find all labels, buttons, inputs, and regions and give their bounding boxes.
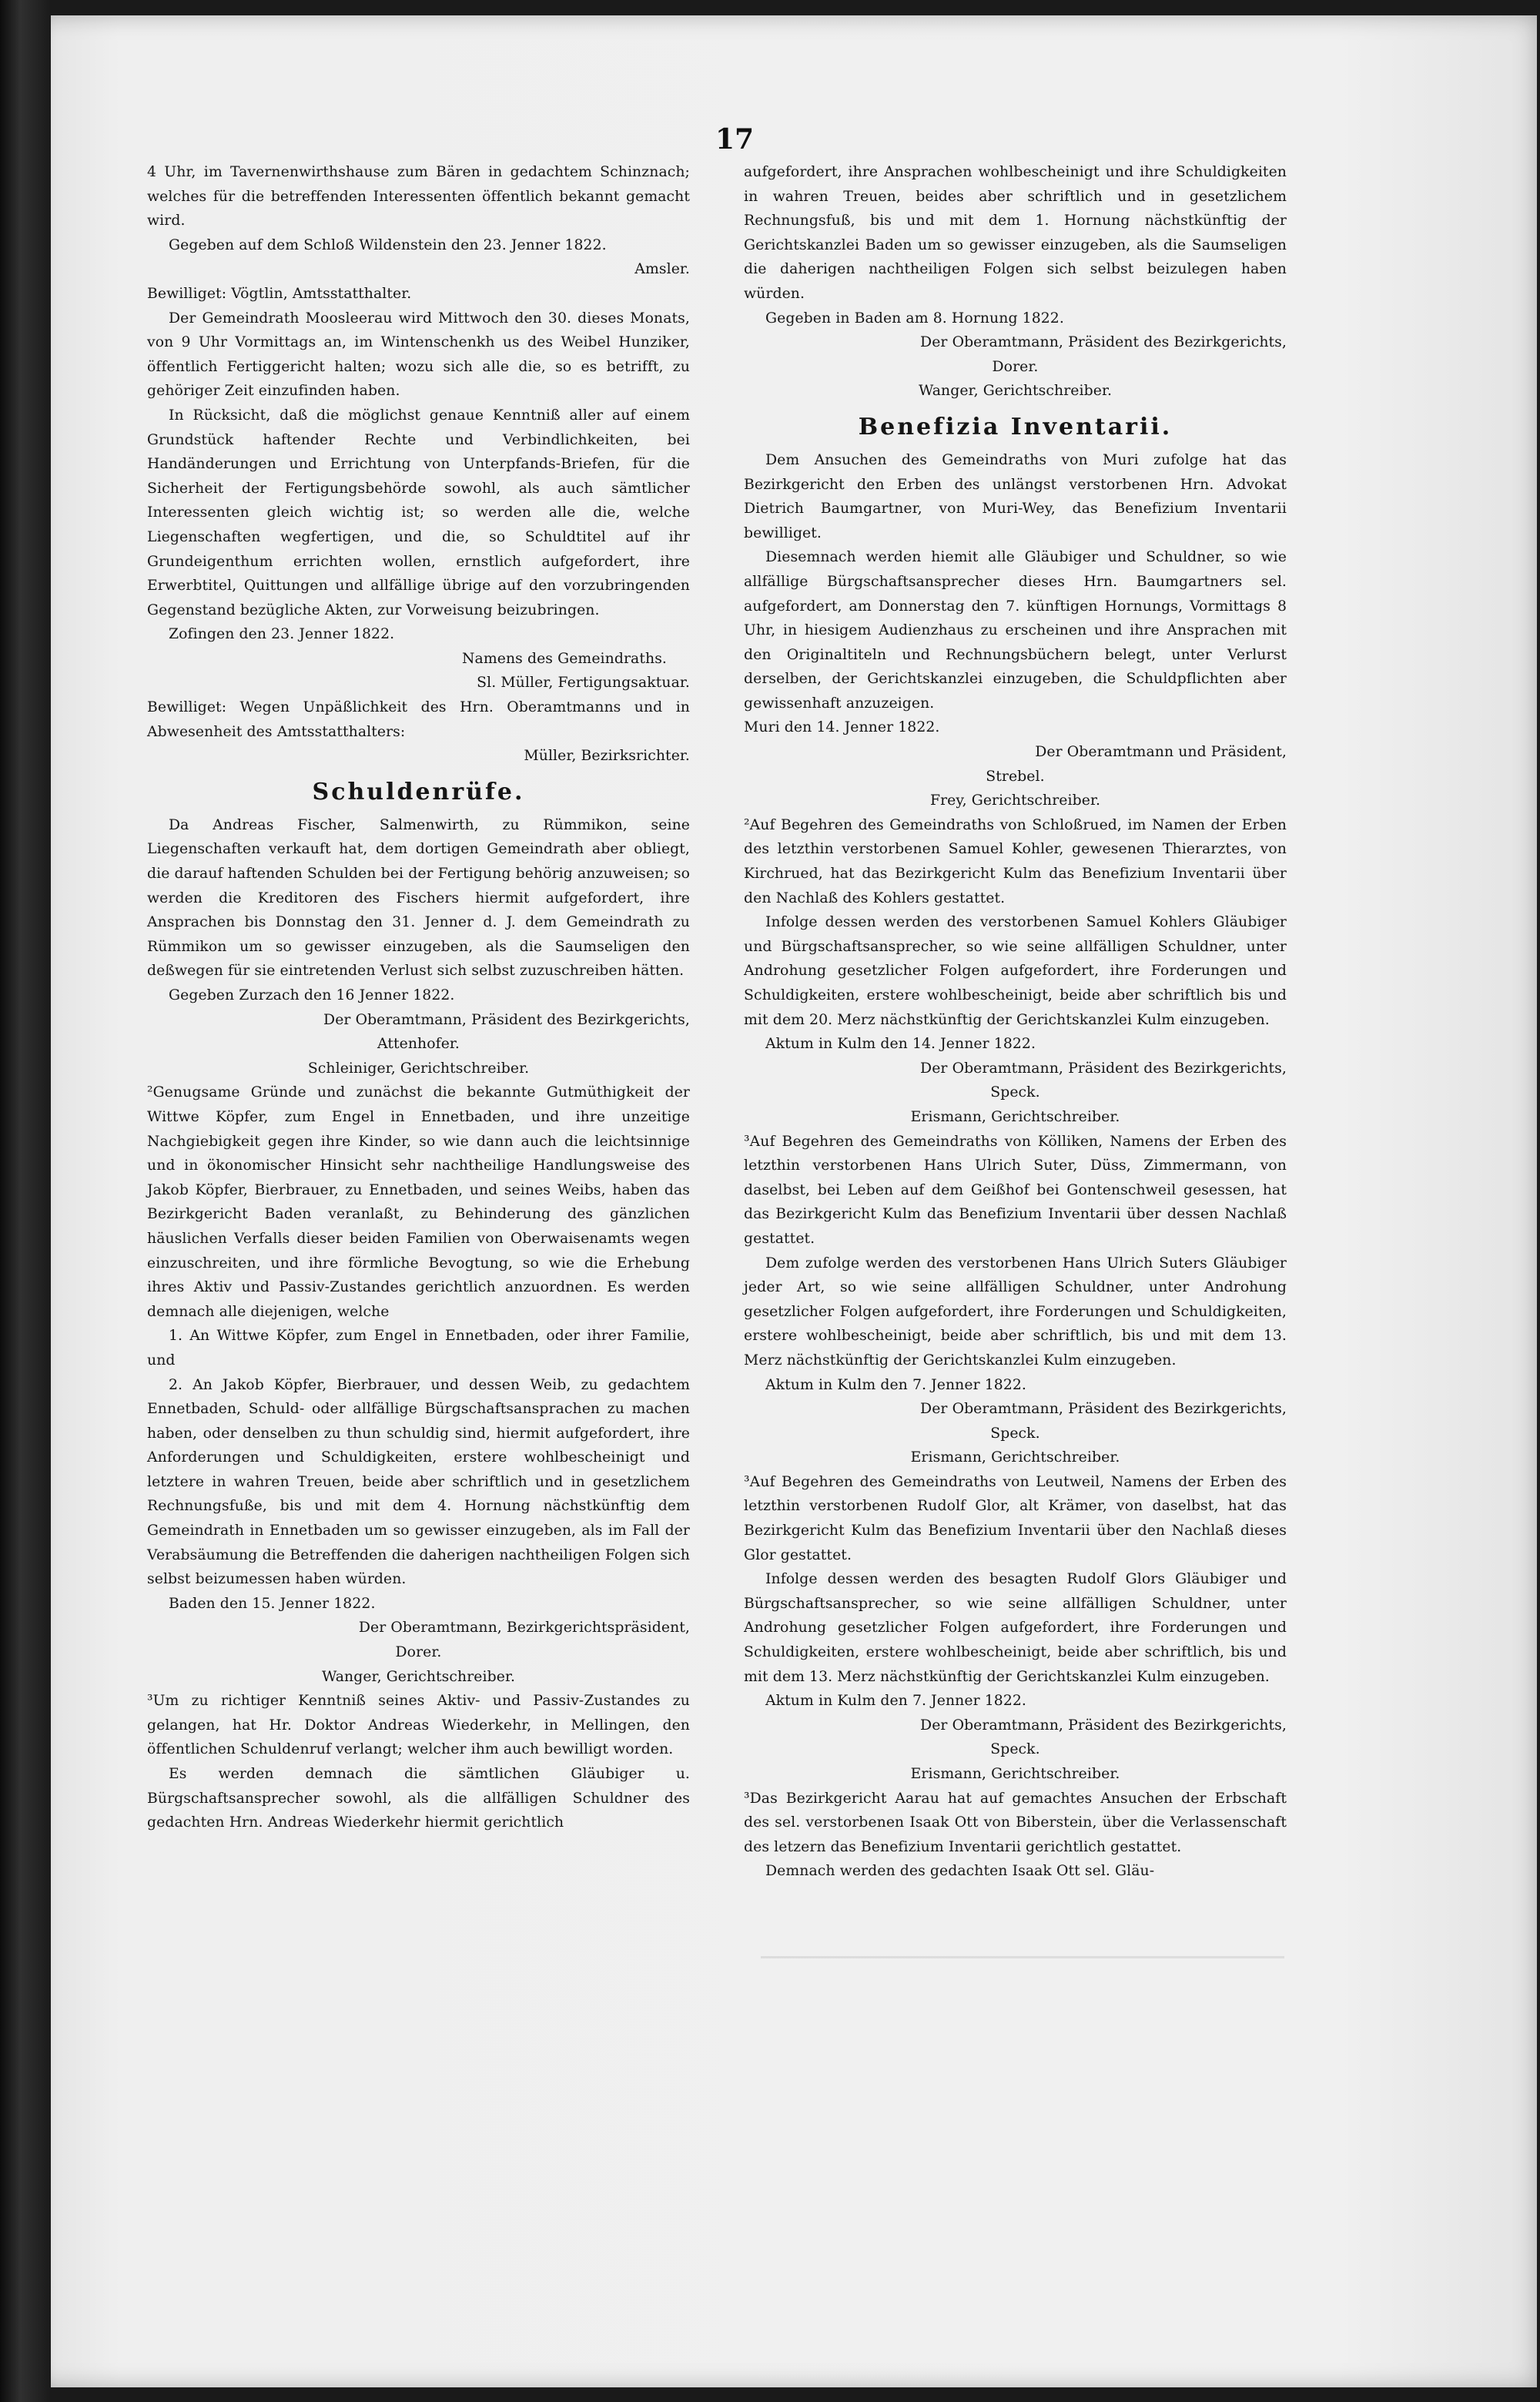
date-line: Baden den 15. Jenner 1822. [169,1595,376,1612]
date-line: Zofingen den 23. Jenner 1822. [169,626,395,643]
signature: Der Oberamtmann, Präsident des Bezirkgerichts, [323,1011,690,1028]
signature: Dorer. [992,358,1039,375]
signature: Erismann, Gerichtschreiber. [910,1108,1120,1125]
signature: Der Oberamtmann und Präsident, [1035,744,1287,761]
section-heading: Benefizia Inventarii. [858,413,1173,441]
approval-line: Bewilliget: Vögtlin, Amtsstatthalter. [147,285,412,302]
signature: Müller, Bezirksrichter. [524,748,690,765]
notice-paragraph: In Rücksicht, daß die möglichst genaue Kenntniß aller auf einem Grundstück haftender Rechte und Verbindlichkeiten, bei Handänderungen und Errichtung von Unterpfands-Briefen, für die Sicherheit der Fertigungsbehörde sowohl, als auch sämtlicher Interessenten gleich wichtig ist; so werden alle die, welche Liegenschaften wegfertigen, und die, so Schuldtitel auf ihr Grundeigenthum errichten wollen, ernstlich aufgefordert, ihre Erwerbtitel, Quittungen und allfällige übrige auf den vorzubringenden Gegenstand bezügliche Akten, zur Vorweisung beizubringen. [147,407,690,618]
notice-paragraph: Es werden demnach die sämtlichen Gläubiger u. Bürgschaftsansprecher sowohl, als die allfälligen Schuldner des gedachten Hrn. Andreas Wiederkehr hiermit gerichtlich [147,1766,690,1831]
signature: Speck. [990,1084,1040,1101]
signature: Wanger, Gerichtschreiber. [321,1668,516,1685]
signature: Schleiniger, Gerichtschreiber. [307,1060,530,1077]
page-number: 17 [715,123,755,156]
intro-paragraph: 4 Uhr, im Tavernenwirthshause zum Bären in gedachtem Schinznach; welches für die betreffenden Interessenten öffentlich bekannt gemacht wird. [147,164,690,229]
date-line: Aktum in Kulm den 7. Jenner 1822. [765,1376,1026,1393]
notice-paragraph: Infolge dessen werden des besagten Rudolf Glors Gläubiger und Bürgschaftsansprecher, so wie seine allfälligen Schuldner, unter Androhung gesetzlicher Folgen aufgefordert, ihre Forderungen und Schuldigkeiten, erstere wohlbescheinigt, beide aber schriftlich, bis und mit dem 13. Merz nächstkünftig der Gerichtskanzlei Kulm einzugeben. [744,1571,1287,1685]
signature: Dorer. [395,1644,442,1661]
date-line: Gegeben in Baden am 8. Hornung 1822. [765,310,1064,327]
notice-paragraph: ³Das Bezirkgericht Aarau hat auf gemachtes Ansuchen der Erbschaft des sel. verstorbenen Isaak Ott von Biberstein, über die Verlassenschaft des letzern das Benefizium Inventarii gerichtlich gestattet. [744,1790,1287,1855]
signature: Der Oberamtmann, Präsident des Bezirkgerichts, [920,1401,1287,1418]
approval-line: Bewilliget: Wegen Unpäßlichkeit des Hrn. Oberamtmanns und in Abwesenheit des Amtsstatthalters: [147,699,690,740]
signature: Namens des Gemeindraths. [462,650,667,667]
date-line: Aktum in Kulm den 7. Jenner 1822. [765,1693,1026,1710]
list-item: 1. An Wittwe Köpfer, zum Engel in Ennetbaden, oder ihrer Familie, und [147,1328,690,1369]
paper-crease [761,1956,1284,1958]
notice-paragraph: Dem Ansuchen des Gemeindraths von Muri zufolge hat das Bezirkgericht den Erben des unlängst verstorbenen Hrn. Advokat Dietrich Baumgartner, von Muri-Wey, das Benefizium Inventarii bewilliget. [744,451,1287,541]
signature: Wanger, Gerichtschreiber. [918,383,1113,400]
notice-paragraph: ²Genugsame Gründe und zunächst die bekannte Gutmüthigkeit der Wittwe Köpfer, zum Engel in Ennetbaden, und ihre unzeitige Nachgiebigkeit gegen ihre Kinder, so wie dann auch die leichtsinnige und in ökonomischer Hinsicht sehr nachtheilige Handlungsweise des Jakob Köpfer, Bierbrauer, zu Ennetbaden, und seines Weibs, haben das Bezirkgericht Baden veranlaßt, zu Behinderung des gänzlichen häuslichen Verfalls dieser beiden Familien von Oberwaisenamts wegen einzuschreiten, und ihre förmliche Bevogtung, so wie die Erhebung ihres Aktiv und Passiv-Zustandes gerichtlich anzuordnen. Es werden demnach alle diejenigen, welche [147,1084,690,1320]
date-line: Gegeben Zurzach den 16 Jenner 1822. [169,987,455,1003]
notice-paragraph: Diesemnach werden hiemit alle Gläubiger und Schuldner, so wie allfällige Bürgschaftsansprecher dieses Hrn. Baumgartners sel. aufgefordert, am Donnerstag den 7. künftigen Hornungs, Vormittags 8 Uhr, in hiesigem Audienzhaus zu erscheinen und ihre Ansprachen mit den Originaltiteln und Rechnungsbüchern belegt, unter Verlurst derselben, der Gerichtskanzlei einzugeben, die Schuldpflichten aber gewissenhaft anzuzeigen. [744,549,1287,712]
notice-paragraph: Dem zufolge werden des verstorbenen Hans Ulrich Suters Gläubiger jeder Art, so wie seine allfälligen Schuldner, unter Androhung gesetzlicher Folgen aufgefordert, ihre Forderungen und Schuldigkeiten, erstere wohlbescheinigt, beide aber schriftlich, bis und mit dem 13. Merz nächstkünftig der Gerichtskanzlei Kulm einzugeben. [744,1255,1287,1369]
signature: Der Oberamtmann, Präsident des Bezirkgerichts, [920,334,1287,351]
left-column [147,160,690,1835]
notice-paragraph: ²Auf Begehren des Gemeindraths von Schloßrued, im Namen der Erben des letzthin verstorbenen Samuel Kohler, gewesenen Thierarztes, von Kirchrued, hat das Bezirkgericht Kulm das Benefizium Inventarii über den Nachlaß des Kohlers gestattet. [744,816,1287,906]
notice-paragraph: Der Gemeindrath Moosleerau wird Mittwoch den 30. dieses Monats, von 9 Uhr Vormittags an, im Wintenschenkh us des Weibel Hunziker, öffentlich Fertiggericht halten; wozu sich alle die, so es betrifft, zu gehöriger Zeit einzufinden haben. [147,310,690,400]
signature: Frey, Gerichtschreiber. [929,792,1101,809]
right-column [744,160,1287,1884]
signature: Attenhofer. [377,1036,460,1053]
book-spine [0,0,51,2402]
date-line: Aktum in Kulm den 14. Jenner 1822. [765,1036,1036,1053]
date-line: Muri den 14. Jenner 1822. [744,719,940,736]
date-line: Gegeben auf dem Schloß Wildenstein den 23. Jenner 1822. [169,236,607,253]
signature: Der Oberamtmann, Präsident des Bezirkgerichts, [920,1060,1287,1077]
notice-paragraph: ³Um zu richtiger Kenntniß seines Aktiv- und Passiv-Zustandes zu gelangen, hat Hr. Doktor Andreas Wiederkehr, in Mellingen, den öffentlichen Schuldenruf verlangt; welcher ihm auch bewilligt worden. [147,1693,690,1758]
signature: Strebel. [986,768,1045,785]
signature: Amsler. [634,261,690,278]
signature: Speck. [990,1425,1040,1442]
signature: Erismann, Gerichtschreiber. [910,1449,1120,1466]
signature: Speck. [990,1741,1040,1758]
notice-paragraph: Demnach werden des gedachten Isaak Ott sel. Gläu- [765,1863,1155,1880]
signature: Der Oberamtmann, Bezirkgerichtspräsident, [358,1620,690,1637]
signature: Der Oberamtmann, Präsident des Bezirkgerichts, [920,1717,1287,1734]
signature: Sl. Müller, Fertigungsaktuar. [477,675,690,692]
list-item: 2. An Jakob Köpfer, Bierbrauer, und dessen Weib, zu gedachtem Ennetbaden, Schuld- oder allfällige Bürgschaftsansprachen zu machen haben, oder denselben zu thun schuldig sind, hiermit aufgefordert, ihre Anforderungen und Schuldigkeiten, erstere wohlbescheinigt und letztere in wahren Treuen, beide aber schriftlich und in gesetzlichem Rechnungsfuße, bis und mit dem 4. Hornung nächstkünftig dem Gemeindrath in Ennetbaden um so gewisser einzugeben, als im Fall der Verabsäumung die Betreffenden die daherigen nachtheiligen Folgen sich selbst beizumessen haben würden. [147,1376,690,1588]
continued-paragraph: aufgefordert, ihre Ansprachen wohlbescheinigt und ihre Schuldigkeiten in wahren Treuen, beides aber schriftlich und in gesetzlichem Rechnungsfuß, bis und mit dem 1. Hornung nächstkünftig der Gerichtskanzlei Baden um so gewisser einzugeben, als die Saumseligen die daherigen nachtheiligen Folgen sich selbst beizulegen haben würden. [744,164,1287,302]
notice-paragraph: ³Auf Begehren des Gemeindraths von Kölliken, Namens der Erben des letzthin verstorbenen Hans Ulrich Suter, Düss, Zimmermann, von daselbst, bei Leben auf dem Geißhof bei Gontenschweil gesessen, hat das Bezirkgericht Kulm das Benefizium Inventarii über dessen Nachlaß gestattet. [744,1133,1287,1247]
notice-paragraph: Infolge dessen werden des verstorbenen Samuel Kohlers Gläubiger und Bürgschaftsansprecher, so wie seine allfälligen Schuldner, unter Androhung gesetzlicher Folgen aufgefordert, ihre Forderungen und Schuldigkeiten, erstere wohlbescheinigt, beide aber schriftlich bis und mit dem 20. Merz nächstkünftig der Gerichtskanzlei Kulm einzugeben. [744,914,1287,1028]
notice-paragraph: Da Andreas Fischer, Salmenwirth, zu Rümmikon, seine Liegenschaften verkauft hat, dem dortigen Gemeindrath aber obliegt, die darauf haftenden Schulden bei der Fertigung behörig anzuweisen; so werden die Kreditoren des Fischers hiermit aufgefordert, ihre Ansprachen bis Donnstag den 31. Jenner d. J. dem Gemeindrath zu Rümmikon um so gewisser einzugeben, als die Saumseligen den deßwegen für sie eintretenden Verlust sich selbst zuzuschreiben hätten. [147,816,690,980]
section-heading: Schuldenrüfe. [312,778,525,806]
notice-paragraph: ³Auf Begehren des Gemeindraths von Leutweil, Namens der Erben des letzthin verstorbenen Rudolf Glor, alt Krämer, von daselbst, hat das Bezirkgericht Kulm das Benefizium Inventarii über den Nachlaß dieses Glor gestattet. [744,1473,1287,1563]
signature: Erismann, Gerichtschreiber. [910,1766,1120,1782]
